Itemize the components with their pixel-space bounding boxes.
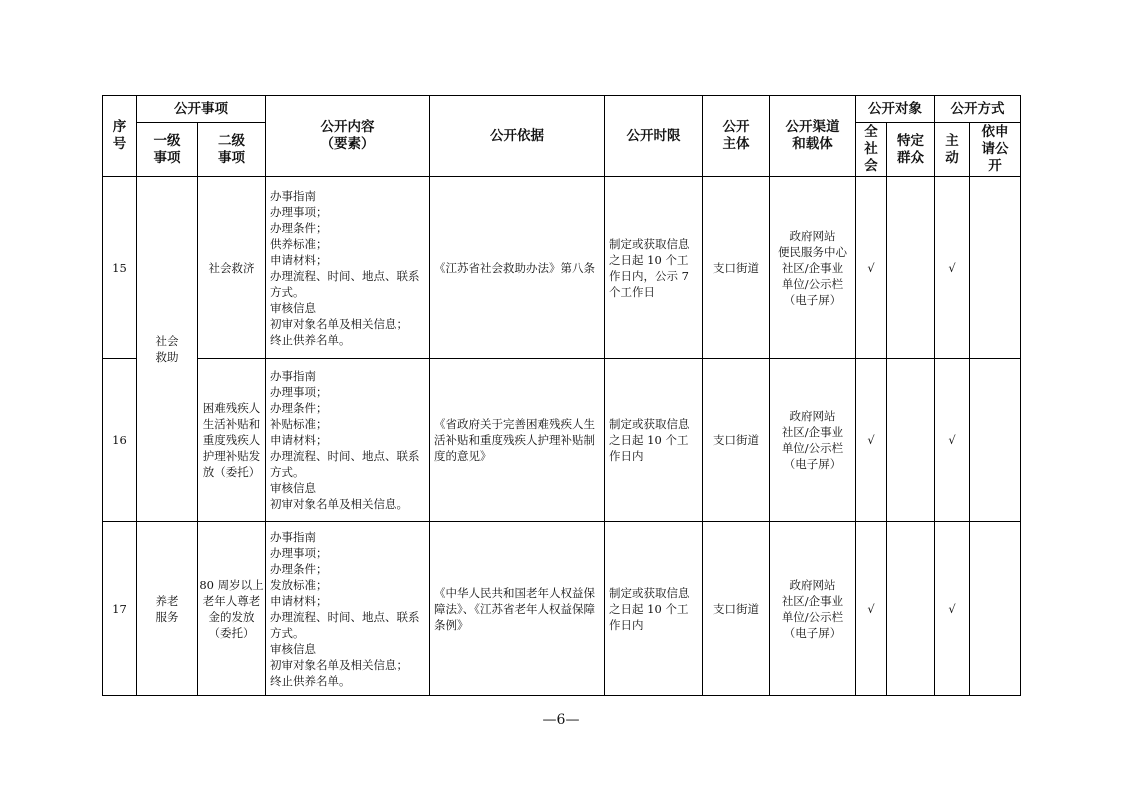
row-subject: 支口街道 [703,522,770,696]
table-row [103,359,1021,522]
row-channel: 政府网站 社区/企事业 单位/公示栏 （电子屏） [770,522,856,696]
header-active: 主动 [935,123,970,177]
header-target-group: 公开对象 [856,96,935,123]
header-channel: 公开渠道和载体 [770,96,856,177]
header-whole-society: 全社会 [856,123,887,177]
header-time-limit: 公开时限 [605,96,703,177]
row-active-check: √ [935,522,970,696]
row-specific-group-check [887,177,935,359]
header-level1: 一级事项 [137,123,198,177]
row-on-request-check [970,359,1021,522]
row-time-limit: 制定或获取信息之日起 10 个工作日内，公示 7 个工作日 [605,177,703,359]
row-active-check: √ [935,359,970,522]
row-whole-society-check: √ [856,177,887,359]
table-row [103,177,1021,359]
row-basis: 《江苏省社会救助办法》第八条 [430,177,605,359]
row-active-check: √ [935,177,970,359]
page-number: —6— [542,712,580,728]
row-specific-group-check [887,522,935,696]
header-subject: 公开主体 [703,96,770,177]
row-seq: 17 [103,522,137,696]
row-basis: 《省政府关于完善困难残疾人生活补贴和重度残疾人护理补贴制度的意见》 [430,359,605,522]
row-level2: 困难残疾人生活补贴和重度残疾人护理补贴发放（委托） [198,359,266,522]
row-channel: 政府网站 便民服务中心 社区/企事业 单位/公示栏 （电子屏） [770,177,856,359]
row-level2: 80 周岁以上老年人尊老金的发放（委托） [198,522,266,696]
table-row [103,522,1021,696]
row-seq: 16 [103,359,137,522]
header-items-group: 公开事项 [137,96,266,123]
disclosure-table [102,95,1021,696]
row-content: 办事指南 办理事项； 办理条件； 发放标准； 申请材料； 办理流程、时间、地点、联系方式。 审核信息 初审对象名单及相关信息； 终止供养名单。 [266,522,430,696]
row-seq: 15 [103,177,137,359]
row-on-request-check [970,522,1021,696]
row-subject: 支口街道 [703,177,770,359]
row-level2: 社会救济 [198,177,266,359]
row-specific-group-check [887,359,935,522]
header-basis: 公开依据 [430,96,605,177]
row-on-request-check [970,177,1021,359]
row-content: 办事指南 办理事项； 办理条件； 供养标准； 申请材料； 办理流程、时间、地点、联系方式。 审核信息 初审对象名单及相关信息； 终止供养名单。 [266,177,430,359]
header-content: 公开内容（要素） [266,96,430,177]
header-specific-group: 特定群众 [887,123,935,177]
header-level2: 二级事项 [198,123,266,177]
header-seq: 序号 [103,96,137,177]
row-time-limit: 制定或获取信息之日起 10 个工作日内 [605,522,703,696]
header-on-request: 依申请公开 [970,123,1021,177]
row-subject: 支口街道 [703,359,770,522]
level1-social-assistance: 社会救助 [137,177,198,522]
row-time-limit: 制定或获取信息之日起 10 个工作日内 [605,359,703,522]
level1-elder-service: 养老服务 [137,522,198,696]
header-method-group: 公开方式 [935,96,1021,123]
row-channel: 政府网站 社区/企事业 单位/公示栏 （电子屏） [770,359,856,522]
row-basis: 《中华人民共和国老年人权益保障法》、《江苏省老年人权益保障条例》 [430,522,605,696]
row-whole-society-check: √ [856,359,887,522]
row-whole-society-check: √ [856,522,887,696]
row-content: 办事指南 办理事项； 办理条件； 补贴标准； 申请材料； 办理流程、时间、地点、联系方式。 审核信息 初审对象名单及相关信息。 [266,359,430,522]
